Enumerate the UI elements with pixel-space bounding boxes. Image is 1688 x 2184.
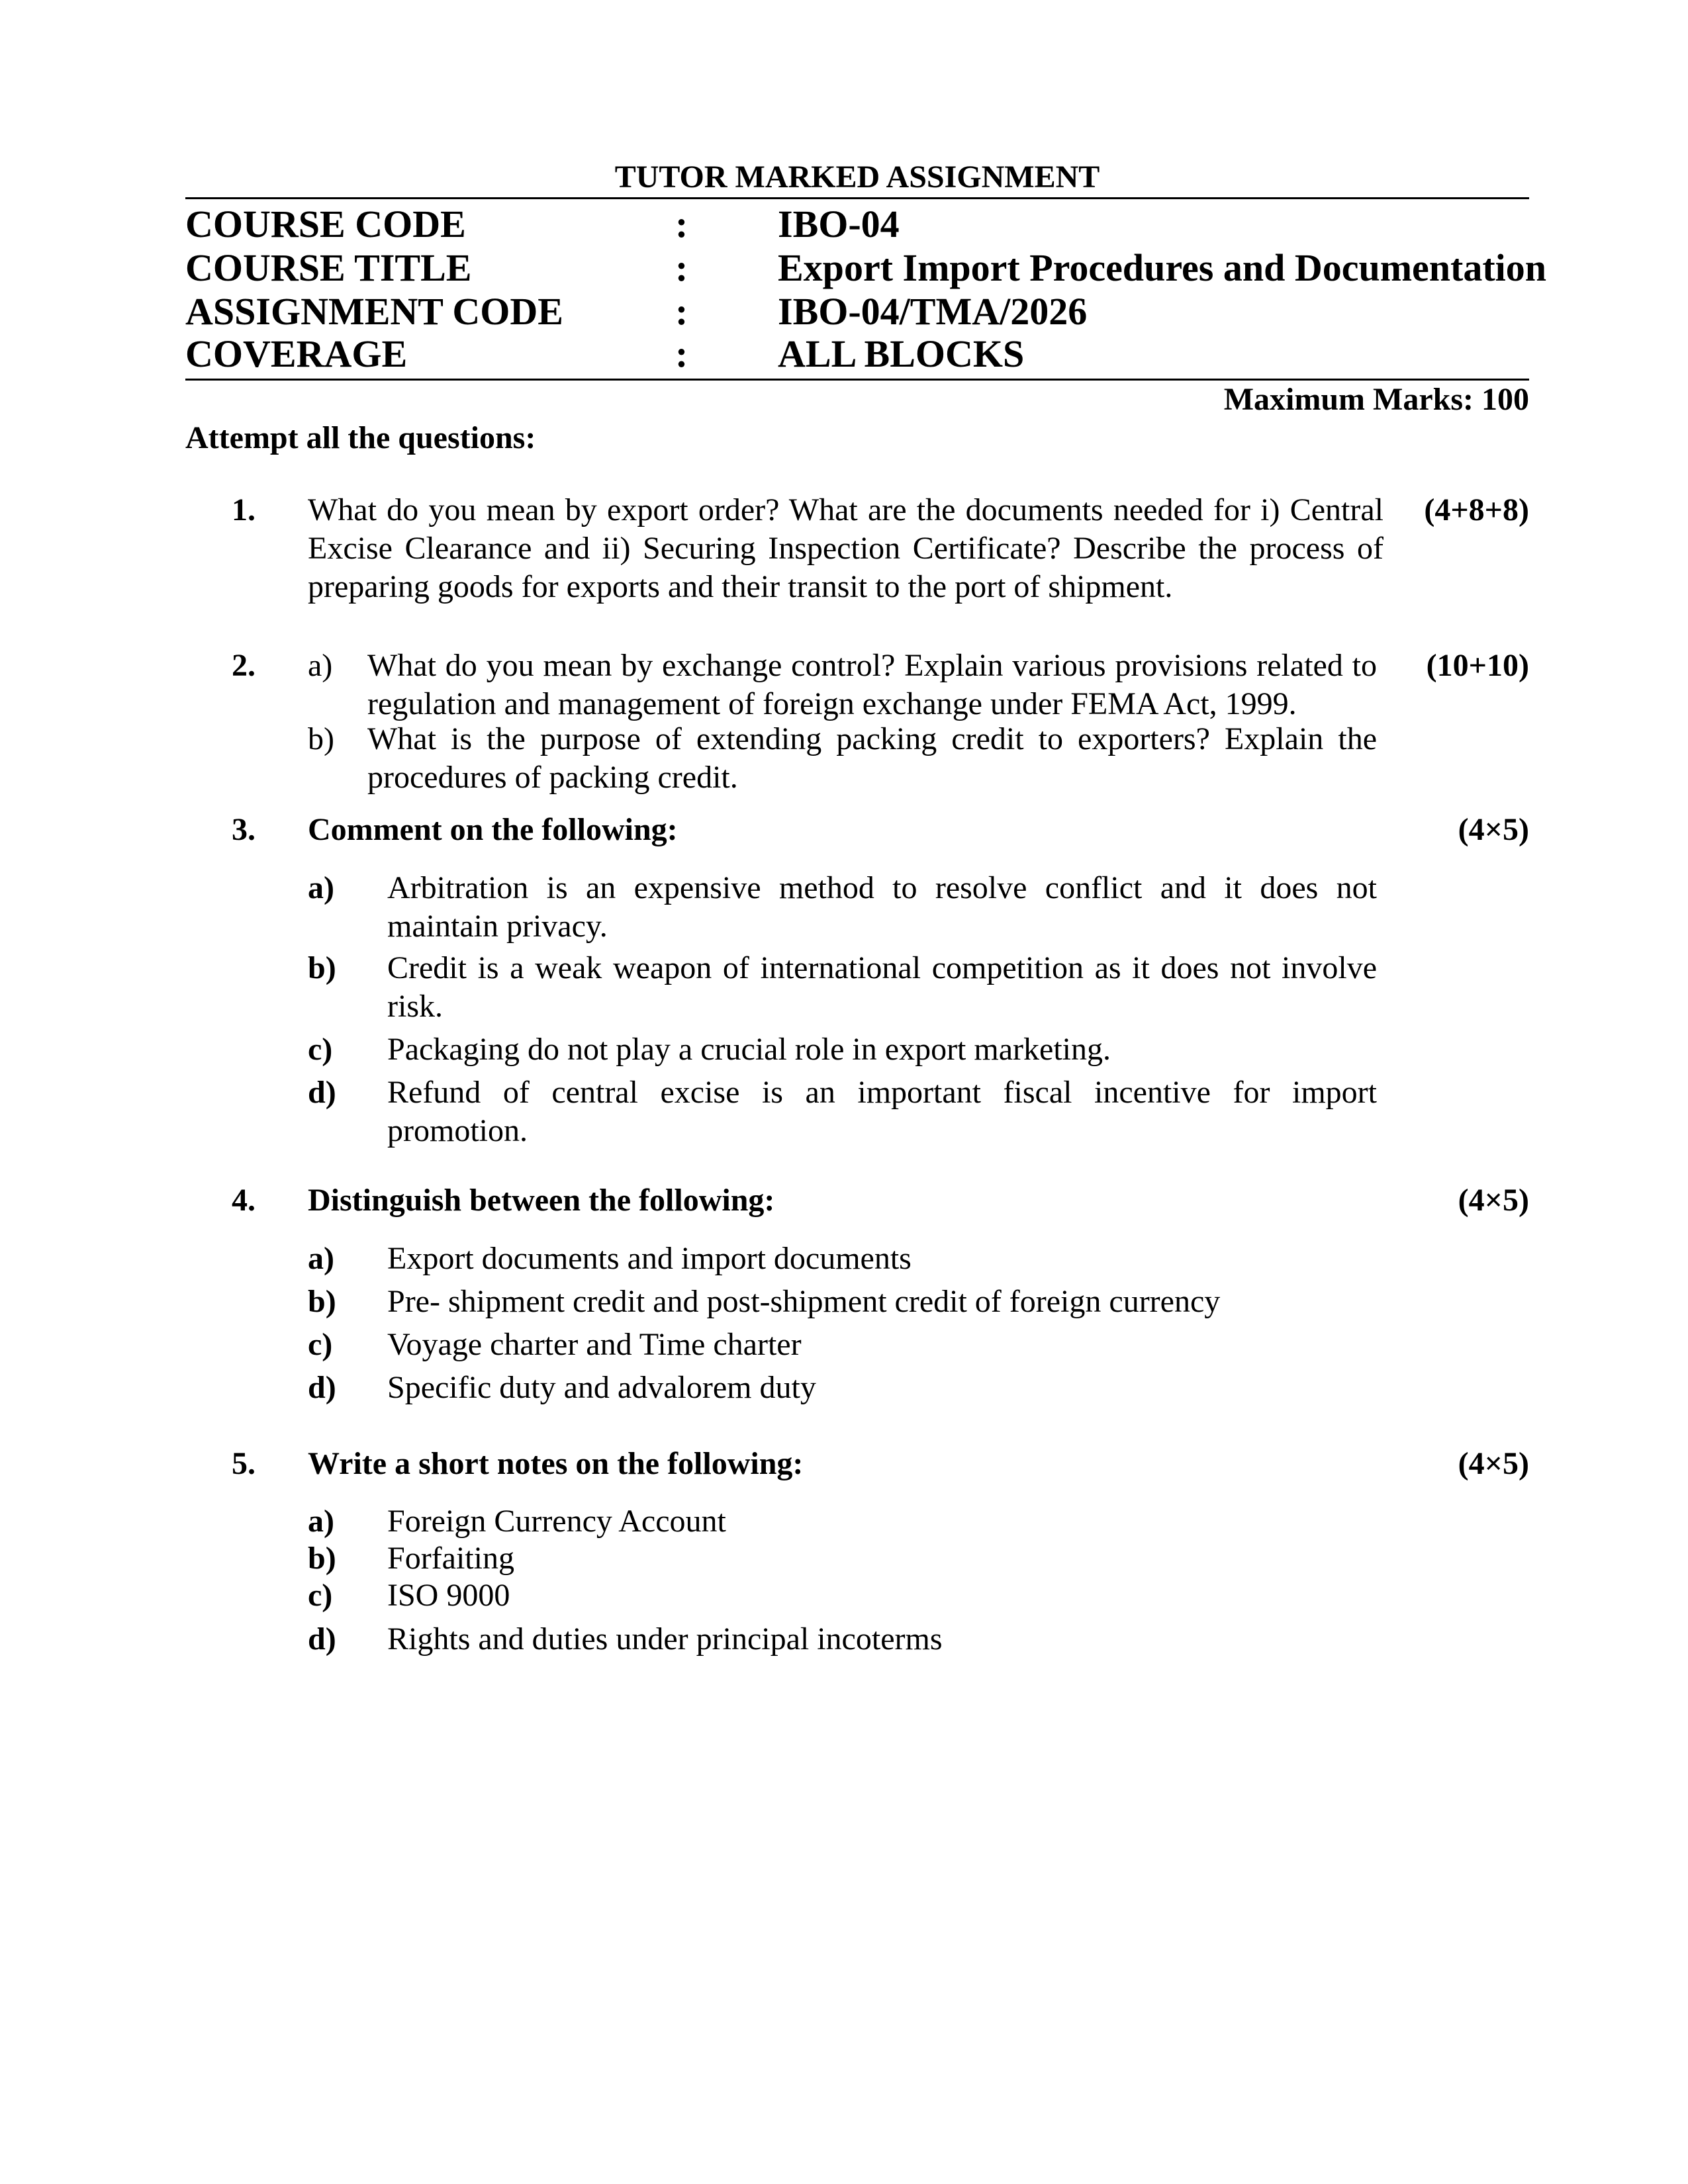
question-3-part-a-letter: a) [308, 870, 334, 905]
question-2-part-b-text: What is the purpose of extending packing credit to exporters? Explain the procedures of packing credit. [367, 721, 1377, 795]
question-2-number: 2. [232, 648, 256, 683]
question-3-number: 3. [232, 812, 256, 847]
coverage-label: COVERAGE [185, 332, 408, 375]
question-5-part-b-letter: b) [308, 1541, 336, 1576]
question-5-part-b-text: Forfaiting [387, 1541, 514, 1576]
course-code-colon: : [675, 203, 688, 246]
coverage-value: ALL BLOCKS [778, 332, 1025, 375]
question-4-number: 4. [232, 1183, 256, 1218]
question-3-part-d-text: Refund of central excise is an important fiscal incentive for import promotion. [387, 1075, 1377, 1148]
question-5-part-d-letter: d) [308, 1621, 336, 1657]
question-1-number: 1. [232, 492, 256, 527]
assignment-code-colon: : [675, 290, 688, 333]
question-4-part-a-letter: a) [308, 1241, 334, 1276]
instruction-text: Attempt all the questions: [185, 420, 536, 455]
question-3-marks: (4×5) [1458, 812, 1529, 847]
question-4-heading: Distinguish between the following: [308, 1183, 775, 1218]
course-title-label: COURSE TITLE [185, 246, 472, 289]
course-code-label: COURSE CODE [185, 203, 466, 246]
question-4-part-c-letter: c) [308, 1327, 333, 1362]
question-5-marks: (4×5) [1458, 1446, 1529, 1481]
question-5-part-a-letter: a) [308, 1504, 334, 1539]
document-title: TUTOR MARKED ASSIGNMENT [614, 159, 1100, 195]
question-5-number: 5. [232, 1446, 256, 1481]
question-5-heading: Write a short notes on the following: [308, 1446, 804, 1481]
question-3-part-b-text: Credit is a weak weapon of international competition as it does not involve risk. [387, 950, 1377, 1024]
question-2-marks: (10+10) [1426, 648, 1529, 683]
question-3-part-b-letter: b) [308, 950, 336, 985]
question-4-part-b-letter: b) [308, 1284, 336, 1319]
assignment-code-value: IBO-04/TMA/2026 [778, 290, 1088, 333]
course-title-value: Export Import Procedures and Documentation [778, 246, 1547, 289]
question-4-marks: (4×5) [1458, 1183, 1529, 1218]
question-5-part-a-text: Foreign Currency Account [387, 1504, 726, 1539]
question-5-part-c-text: ISO 9000 [387, 1578, 510, 1613]
header-rule-top [185, 197, 1529, 199]
question-4-part-b-text: Pre- shipment credit and post-shipment credit of foreign currency [387, 1284, 1221, 1319]
question-5-part-d-text: Rights and duties under principal incoterms [387, 1621, 943, 1657]
question-3-part-c-letter: c) [308, 1032, 333, 1067]
question-3-heading: Comment on the following: [308, 812, 678, 847]
question-3-part-c-text: Packaging do not play a crucial role in export marketing. [387, 1032, 1111, 1067]
course-title-colon: : [675, 246, 688, 289]
question-4-part-d-text: Specific duty and advalorem duty [387, 1370, 816, 1405]
question-2-part-a-text: What do you mean by exchange control? Explain various provisions related to regulation and management of foreign exchange under FEMA Act, 1999. [367, 648, 1377, 721]
coverage-colon: : [675, 332, 688, 375]
question-2-part-b-letter: b) [308, 721, 334, 756]
question-3-part-d-letter: d) [308, 1075, 336, 1110]
assignment-code-label: ASSIGNMENT CODE [185, 290, 563, 333]
question-4-part-d-letter: d) [308, 1370, 336, 1405]
question-2-part-a-letter: a) [308, 648, 333, 683]
question-5-part-c-letter: c) [308, 1578, 333, 1613]
question-1-marks: (4+8+8) [1424, 492, 1529, 527]
question-4-part-c-text: Voyage charter and Time charter [387, 1327, 802, 1362]
question-4-part-a-text: Export documents and import documents [387, 1241, 912, 1276]
question-1-text: What do you mean by export order? What are the documents needed for i) Central Excise Clearance and ii) Securing Inspection Certificate? Describe the process of preparing goods for exports and their transit to the port of shipment. [308, 492, 1383, 604]
question-3-part-a-text: Arbitration is an expensive method to resolve conflict and it does not maintain privacy. [387, 870, 1377, 944]
maximum-marks: Maximum Marks: 100 [1223, 382, 1529, 417]
course-code-value: IBO-04 [778, 203, 900, 246]
